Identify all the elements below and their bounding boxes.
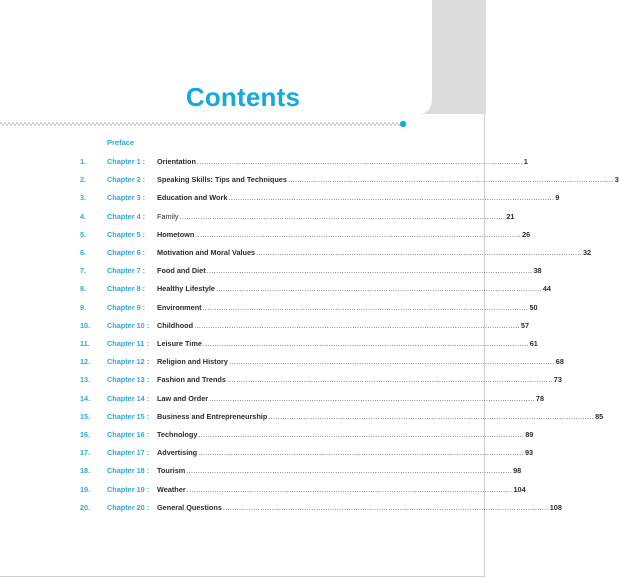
toc-page-number: 108	[549, 502, 562, 512]
toc-entry	[157, 320, 530, 332]
toc-page-number: 38	[533, 266, 542, 276]
toc-number: 7.	[80, 266, 87, 276]
toc-leader-dots: ............................................................................................................................................	[228, 193, 555, 203]
toc-title: General Questions	[157, 502, 222, 512]
toc-number: 2.	[80, 175, 87, 185]
toc-chapter-label: Chapter 4 :	[107, 211, 146, 221]
toc-title: Healthy Lifestyle	[157, 284, 215, 294]
toc-row[interactable]	[0, 156, 528, 168]
toc-number: 5.	[80, 229, 87, 239]
toc-title: Technology	[157, 430, 198, 439]
toc-page-number: 89	[525, 430, 534, 439]
page-title: Contents	[185, 82, 301, 112]
toc-entry	[157, 502, 562, 514]
toc-page-number: 104	[513, 484, 526, 494]
toc-title: Leisure Time	[157, 339, 202, 348]
toc-page-number: 26	[522, 229, 531, 239]
toc-page-number: 50	[529, 302, 538, 312]
toc-entry	[157, 356, 564, 368]
toc-chapter-label: Chapter 3 :	[107, 193, 146, 203]
toc-row[interactable]	[0, 465, 522, 477]
toc-page-number: 61	[529, 339, 538, 348]
toc-entry	[157, 283, 551, 295]
toc-page-number: 21	[506, 211, 515, 221]
toc-chapter-label: Chapter 12 :	[107, 357, 150, 367]
toc-leader-dots: ............................................................................................................................................	[216, 284, 542, 294]
toc-chapter-label: Chapter 1 :	[107, 157, 146, 166]
toc-page-number: 78	[535, 393, 545, 403]
toc-title: Environment	[157, 302, 202, 312]
toc-number: 6.	[80, 248, 87, 257]
toc-number: 11.	[80, 339, 90, 348]
toc-title: Advertising	[157, 448, 198, 458]
toc-row[interactable]	[0, 283, 551, 295]
wave-divider	[0, 118, 486, 130]
toc-chapter-label: Chapter 9 :	[107, 302, 146, 312]
toc-title: Education and Work	[157, 193, 228, 203]
toc-number: 3.	[80, 193, 87, 203]
toc-title: Speaking Skills: Tips and Techniques	[157, 175, 287, 185]
toc-page-number: 9	[555, 193, 560, 203]
toc-leader-dots: ............................................................................................................................................	[202, 339, 529, 348]
toc-number: 4.	[80, 211, 87, 221]
toc-chapter-label: Chapter 19 :	[107, 484, 150, 494]
toc-row[interactable]	[0, 174, 619, 186]
toc-leader-dots: ............................................................................................................................................	[256, 248, 582, 257]
toc-entry	[157, 484, 526, 496]
toc-row[interactable]	[0, 374, 562, 386]
toc-entry	[157, 174, 619, 186]
toc-chapter-label: Chapter 15 :	[107, 411, 150, 421]
toc-number: 8.	[80, 284, 87, 294]
divider-dot	[400, 121, 406, 127]
toc-title: Childhood	[157, 320, 194, 330]
toc-entry	[157, 411, 604, 423]
toc-entry	[157, 302, 538, 314]
toc-leader-dots: ............................................................................................................................................	[179, 211, 506, 221]
toc-page-number: 85	[595, 411, 604, 421]
toc-entry	[157, 247, 592, 259]
toc-entry	[157, 393, 545, 405]
toc-title: Tourism	[157, 466, 186, 476]
toc-number: 14.	[80, 393, 91, 403]
toc-page-number: 98	[513, 466, 522, 476]
toc-leader-dots: ............................................................................................................................................	[206, 266, 533, 276]
toc-entry	[157, 338, 538, 350]
toc-entry	[157, 156, 528, 168]
toc-number: 17.	[80, 448, 91, 458]
toc-leader-dots: ............................................................................................................................................	[222, 502, 549, 512]
toc-number: 13.	[80, 375, 91, 385]
toc-page-number: 73	[553, 375, 562, 385]
toc-leader-dots: ............................................................................................................................................	[226, 375, 553, 385]
toc-row[interactable]	[0, 302, 538, 314]
toc-entry	[157, 465, 522, 477]
toc-chapter-label: Chapter 17 :	[107, 448, 150, 458]
toc-row[interactable]	[0, 447, 534, 459]
toc-title: Law and Order	[157, 393, 209, 403]
toc-page-number: 1	[523, 157, 528, 166]
toc-entry	[157, 265, 542, 277]
toc-number: 10.	[80, 320, 91, 330]
toc-number: 20.	[80, 502, 91, 512]
toc-chapter-label: Chapter 5 :	[107, 229, 146, 239]
toc-title: Food and Diet	[157, 266, 206, 276]
toc-page-number: 57	[520, 320, 530, 330]
toc-entry	[157, 211, 515, 223]
toc-entry	[157, 374, 562, 386]
toc-chapter-label: Chapter 11 :	[107, 339, 149, 348]
toc-row[interactable]	[0, 411, 604, 423]
toc-leader-dots: ............................................................................................................................................	[196, 157, 523, 166]
toc-row[interactable]	[0, 393, 545, 405]
toc-leader-dots: ............................................................................................................................................	[198, 430, 525, 439]
toc-row[interactable]	[0, 502, 562, 514]
toc-title: Motivation and Moral Values	[157, 248, 256, 257]
toc-page-number: 68	[555, 357, 564, 367]
toc-number: 9.	[80, 302, 87, 312]
toc-title: Hometown	[157, 229, 195, 239]
toc-number: 12.	[80, 357, 91, 367]
toc-row[interactable]	[0, 356, 564, 368]
toc-title: Family	[157, 211, 179, 221]
toc-chapter-label: Chapter 18 :	[107, 466, 150, 476]
toc-title: Fashion and Trends	[157, 375, 226, 385]
toc-row[interactable]	[0, 429, 534, 441]
toc-title: Weather	[157, 484, 186, 494]
toc-entry	[157, 229, 531, 241]
toc-chapter-label: Chapter 2 :	[107, 175, 146, 185]
toc-page-number: 3	[614, 175, 619, 185]
toc-number: 19.	[80, 484, 91, 494]
toc-row[interactable]	[0, 229, 531, 241]
toc-entry	[157, 429, 534, 441]
toc-leader-dots: ............................................................................................................................................	[202, 302, 529, 312]
toc-row[interactable]	[0, 320, 530, 332]
toc-chapter-label: Chapter 16 :	[107, 430, 150, 439]
toc-page-number: 44	[542, 284, 551, 294]
toc-leader-dots: ............................................................................................................................................	[194, 320, 520, 330]
toc-row[interactable]	[0, 192, 560, 204]
toc-preface[interactable]: Preface	[107, 138, 135, 147]
toc-chapter-label: Chapter 6 :	[107, 248, 146, 257]
toc-row[interactable]	[0, 247, 592, 259]
toc-number: 15.	[80, 411, 91, 421]
toc-chapter-label: Chapter 8 :	[107, 284, 146, 294]
toc-number: 16.	[80, 430, 91, 439]
toc-chapter-label: Chapter 7 :	[107, 266, 146, 276]
toc-leader-dots: ............................................................................................................................................	[198, 448, 524, 458]
toc-entry	[157, 192, 560, 204]
toc-row[interactable]	[0, 484, 526, 496]
toc-leader-dots: ............................................................................................................................................	[209, 393, 535, 403]
toc-row[interactable]	[0, 211, 515, 223]
toc-title: Religion and History	[157, 357, 228, 367]
toc-page-number: 32	[582, 248, 592, 257]
toc-chapter-label: Chapter 13 :	[107, 375, 150, 385]
toc-title: Orientation	[157, 157, 196, 166]
toc-chapter-label: Chapter 20 :	[107, 502, 150, 512]
toc-leader-dots: ............................................................................................................................................	[195, 229, 522, 239]
toc-number: 1.	[80, 157, 87, 166]
toc-title: Business and Entrepreneurship	[157, 411, 268, 421]
toc-leader-dots: ............................................................................................................................................	[228, 357, 555, 367]
toc-chapter-label: Chapter 10 :	[107, 320, 150, 330]
toc-entry	[157, 447, 534, 459]
toc-row[interactable]	[0, 265, 542, 277]
toc-page-number: 93	[524, 448, 534, 458]
toc-leader-dots: ............................................................................................................................................	[268, 411, 595, 421]
toc-leader-dots: ............................................................................................................................................	[186, 484, 513, 494]
toc-leader-dots: ............................................................................................................................................	[287, 175, 614, 185]
toc-number: 18.	[80, 466, 91, 476]
toc-row[interactable]	[0, 338, 538, 350]
toc-leader-dots: ............................................................................................................................................	[186, 466, 513, 476]
toc-chapter-label: Chapter 14 :	[107, 393, 150, 403]
wave-divider-path	[0, 123, 400, 126]
